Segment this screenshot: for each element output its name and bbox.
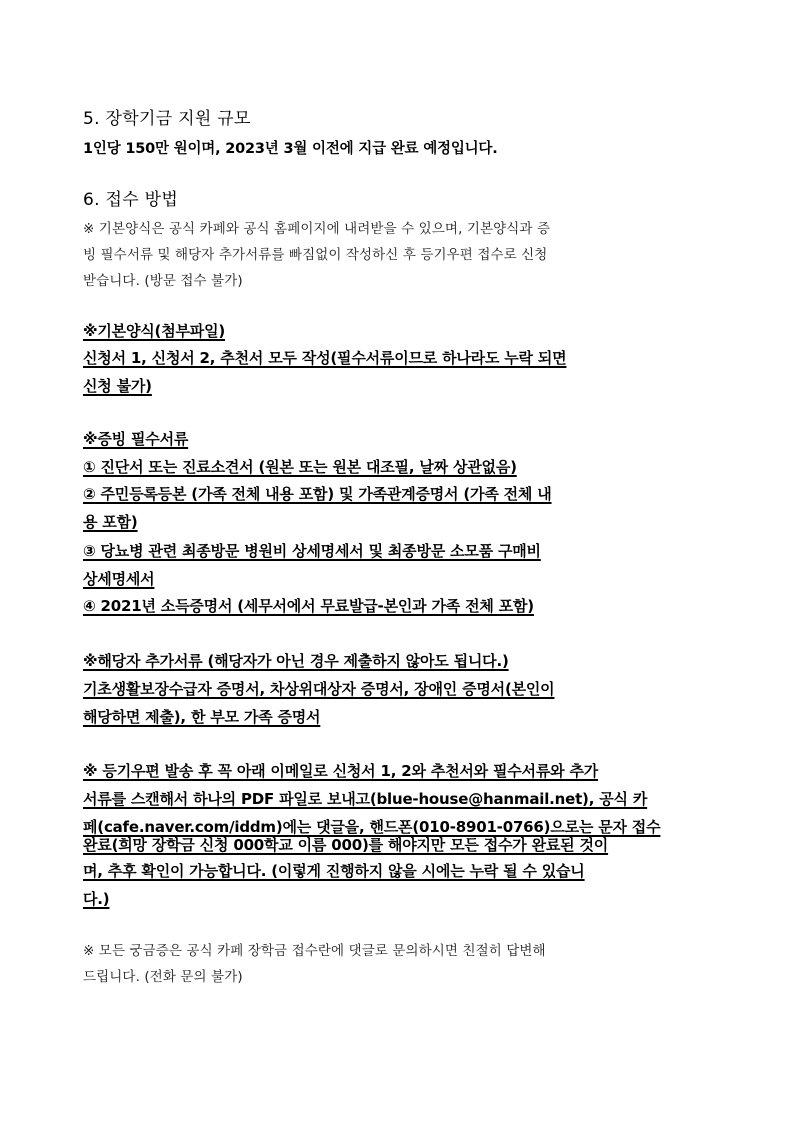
footer-note-line: ※ 모든 궁금증은 공식 카페 장학금 접수란에 댓글로 문의하시면 친절히 답변해	[83, 943, 546, 959]
required-doc-item-3-cont: 상세명세서	[83, 570, 155, 588]
basic-form-line: 신청서 1, 신청서 2, 추천서 모두 작성(필수서류이므로 하나라도 누락 되면	[83, 349, 567, 367]
required-doc-item-1: ① 진단서 또는 진료소견서 (원본 또는 원본 대조필, 날짜 상관없음)	[83, 458, 517, 476]
email-notice-line: 완료(희망 장학금 신청 000학교 이름 000)를 해야지만 모든 접수가 완료된 것이	[83, 836, 609, 854]
additional-docs-line: 기초생활보장수급자 증명서, 차상위대상자 증명서, 장애인 증명서(본인이	[83, 680, 555, 698]
section-5-body: 1인당 150만 원이며, 2023년 3월 이전에 지급 완료 예정입니다.	[83, 141, 498, 157]
email-notice-line: 다.)	[83, 890, 110, 908]
section-6-note-line: 받습니다. (방문 접수 불가)	[83, 273, 243, 289]
required-doc-item-3: ③ 당뇨병 관련 최종방문 병원비 상세명세서 및 최종방문 소모품 구매비	[83, 542, 541, 560]
required-doc-item-2: ② 주민등록등본 (가족 전체 내용 포함) 및 가족관계증명서 (가족 전체 내	[83, 485, 552, 503]
email-notice-line: 서류를 스캔해서 하나의 PDF 파일로 보내고(blue-house@hanmail.net), 공식 카	[83, 790, 648, 808]
email-notice-line: 페(cafe.naver.com/iddm)에는 댓글을, 핸드폰(010-8901-0766)으로는 문자 접수	[83, 818, 661, 836]
section-5-title: 5. 장학기금 지원 규모	[83, 109, 251, 129]
required-doc-item-4: ④ 2021년 소득증명서 (세무서에서 무료발급-본인과 가족 전체 포함)	[83, 597, 534, 615]
basic-form-heading: ※기본양식(첨부파일)	[83, 322, 226, 340]
email-notice-line: 며, 추후 확인이 가능합니다. (이렇게 진행하지 않을 시에는 누락 될 수 있습니	[83, 862, 585, 880]
email-notice-line: ※ 등기우편 발송 후 꼭 아래 이메일로 신청서 1, 2와 추천서와 필수서류와 추가	[83, 762, 599, 780]
section-6-title: 6. 접수 방법	[83, 190, 179, 210]
basic-form-line: 신청 불가)	[83, 377, 152, 395]
additional-docs-line: 해당하면 제출), 한 부모 가족 증명서	[83, 708, 321, 726]
required-docs-heading: ※증빙 필수서류	[83, 430, 189, 448]
footer-note-line: 드립니다. (전화 문의 불가)	[83, 969, 243, 985]
additional-docs-heading: ※해당자 추가서류 (해당자가 아닌 경우 제출하지 않아도 됩니다.)	[83, 652, 509, 670]
section-6-note-line: ※ 기본양식은 공식 카페와 공식 홈페이지에 내려받을 수 있으며, 기본양식과 증	[83, 221, 551, 237]
section-6-note-line: 빙 필수서류 및 해당자 추가서류를 빠짐없이 작성하신 후 등기우편 접수로 신청	[83, 247, 548, 263]
required-doc-item-2-cont: 용 포함)	[83, 513, 138, 531]
